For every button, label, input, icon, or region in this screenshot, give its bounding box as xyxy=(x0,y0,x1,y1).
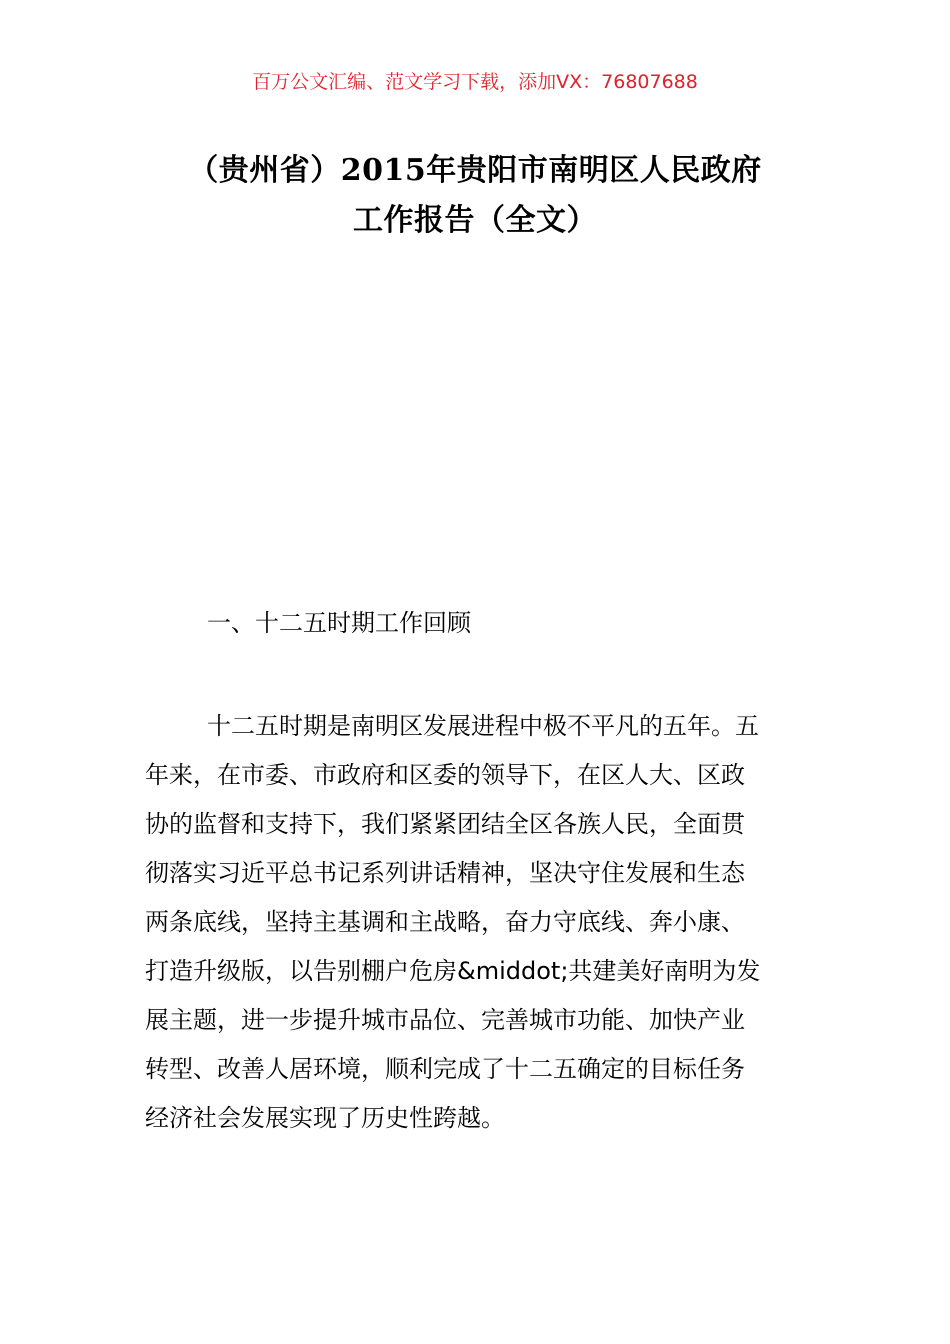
paragraph-line: 十二五时期是南明区发展进程中极不平凡的五年。五 xyxy=(207,712,759,740)
paragraph-line: 年来，在市委、市政府和区委的领导下，在区人大、区政 xyxy=(145,761,745,789)
title-line-2: 工作报告（全文） xyxy=(353,203,597,238)
paragraph-line: 彻落实习近平总书记系列讲话精神，坚决守住发展和生态 xyxy=(145,859,745,887)
document-title xyxy=(100,146,850,246)
paragraph-line: 打造升级版，以告别棚户危房&middot;共建美好南明为发 xyxy=(145,957,761,985)
watermark-banner: 百万公文汇编、范文学习下载，添加VX：76807688 xyxy=(252,71,698,93)
body-paragraph xyxy=(145,702,807,1143)
section-heading: 一、十二五时期工作回顾 xyxy=(207,609,471,637)
paragraph-line: 协的监督和支持下，我们紧紧团结全区各族人民，全面贯 xyxy=(145,810,745,838)
paragraph-line: 展主题，进一步提升城市品位、完善城市功能、加快产业 xyxy=(145,1006,745,1034)
title-line-1: （贵州省）2015年贵阳市南明区人民政府 xyxy=(188,153,762,188)
paragraph-line: 经济社会发展实现了历史性跨越。 xyxy=(145,1104,505,1132)
paragraph-line: 两条底线，坚持主基调和主战略，奋力守底线、奔小康、 xyxy=(145,908,745,936)
paragraph-line: 转型、改善人居环境，顺利完成了十二五确定的目标任务 xyxy=(145,1055,745,1083)
